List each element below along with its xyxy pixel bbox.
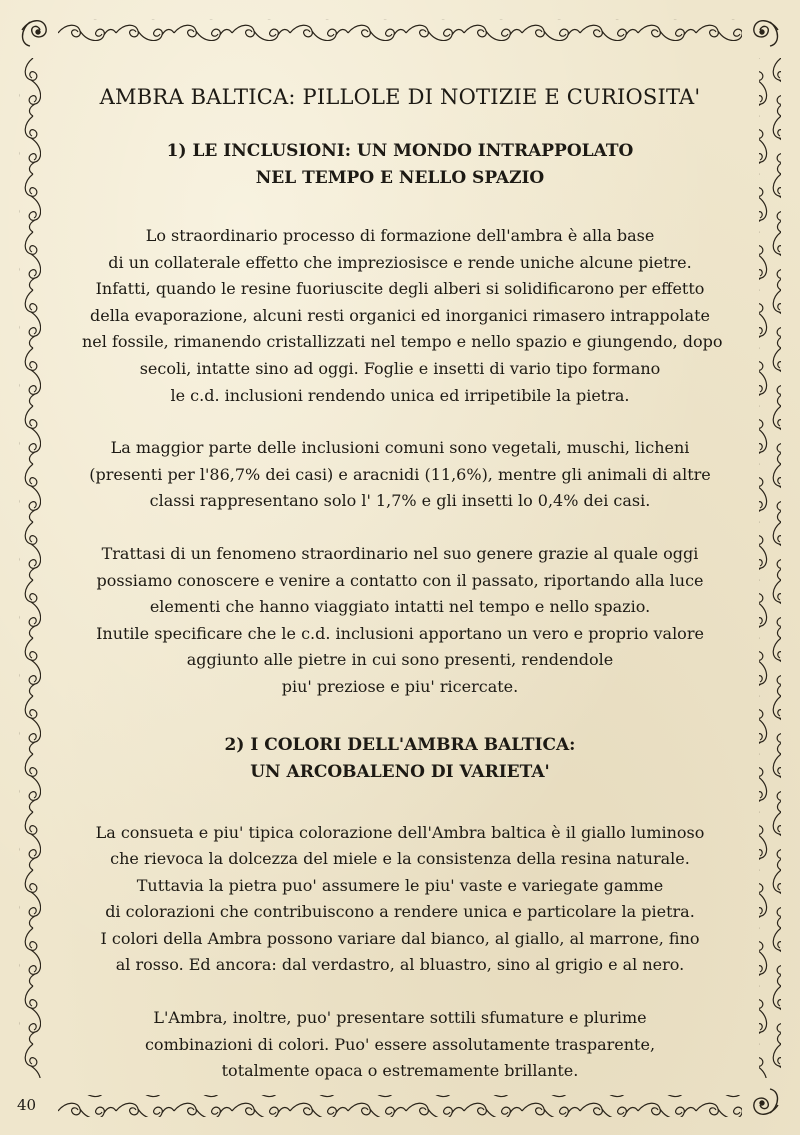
paragraph — [82, 1005, 718, 1085]
text-line: La maggior parte delle inclusioni comuni sono vegetali, muschi, licheni — [110, 438, 690, 458]
text-line: le c.d. inclusioni rendendo unica ed irripetibile la pietra. — [170, 385, 630, 405]
text-line: (presenti per l'86,7% dei casi) e aracnidi (11,6%), mentre gli animali di altre — [89, 464, 711, 484]
text-line: Infatti, quando le resine fuoriuscite degli alberi si solidificarono per effetto — [95, 279, 705, 299]
text-line: I colori della Ambra possono variare dal bianco, al giallo, al marrone, fino — [100, 928, 700, 948]
border-top — [58, 19, 742, 41]
paragraph — [82, 820, 718, 980]
article-content — [82, 82, 723, 1085]
page-number: 40 — [14, 1096, 39, 1114]
text-line: che rievoca la dolcezza del miele e la consistenza della resina naturale. — [110, 849, 690, 869]
text-line: Inutile specificare che le c.d. inclusioni apportano un vero e proprio valore — [96, 623, 704, 643]
paragraph — [82, 541, 718, 701]
heading-line: UN ARCOBALENO DI VARIETA' — [250, 761, 550, 782]
text-line: nel fossile, rimanendo cristallizzati nel tempo e nello spazio e giungendo, dopo — [82, 332, 723, 352]
text-line: Tuttavia la pietra puo' assumere le piu' vaste e variegate gamme — [136, 875, 664, 895]
text-line: elementi che hanno viaggiato intatti nel tempo e nello spazio. — [149, 597, 651, 617]
page-title: AMBRA BALTICA: PILLOLE DI NOTIZIE E CURIOSITA' — [99, 85, 701, 109]
text-line: classi rappresentano solo l' 1,7% e gli insetti lo 0,4% dei casi. — [149, 491, 651, 511]
text-line: possiamo conoscere e venire a contatto con il passato, riportando alla luce — [96, 570, 704, 590]
text-line: di colorazioni che contribuiscono a rendere unica e particolare la pietra. — [105, 902, 695, 922]
section-heading-inclusions — [82, 138, 718, 192]
corner-ornament-bottom-right — [754, 1089, 778, 1114]
text-line: Lo straordinario processo di formazione dell'ambra è alla base — [145, 226, 655, 245]
paragraph — [82, 435, 718, 515]
text-line: di un collaterale effetto che impreziosisce e rende uniche alcune pietre. — [108, 252, 692, 272]
corner-ornament-top-right — [754, 21, 778, 46]
text-line: della evaporazione, alcuni resti organici ed inorganici rimasero intrappolate — [90, 305, 710, 325]
border-bottom — [58, 1095, 742, 1117]
text-line: totalmente opaca o estremamente brillante. — [221, 1061, 579, 1081]
text-line: Trattasi di un fenomeno straordinario nel suo genere grazie al quale oggi — [101, 543, 699, 563]
border-left — [19, 58, 41, 1078]
heading-line: 2) I COLORI DELL'AMBRA BALTICA: — [224, 734, 576, 755]
paragraph — [82, 223, 723, 409]
text-line: L'Ambra, inoltre, puo' presentare sottili sfumature e plurime — [153, 1008, 647, 1028]
section-heading-colors — [82, 732, 718, 786]
text-line: aggiunto alle pietre in cui sono presenti, rendendole — [186, 650, 614, 670]
text-line: piu' preziose e piu' ricercate. — [281, 676, 519, 696]
text-line: combinazioni di colori. Puo' essere assolutamente trasparente, — [144, 1034, 656, 1054]
border-right — [759, 58, 781, 1078]
text-line: al rosso. Ed ancora: dal verdastro, al bluastro, sino al grigio e al nero. — [115, 955, 685, 975]
heading-line: NEL TEMPO E NELLO SPAZIO — [255, 168, 545, 188]
text-line: secoli, intatte sino ad oggi. Foglie e insetti di vario tipo formano — [139, 358, 661, 378]
corner-ornament-top-left — [22, 21, 46, 46]
heading-line: 1) LE INCLUSIONI: UN MONDO INTRAPPOLATO — [166, 141, 634, 161]
text-line: La consueta e piu' tipica colorazione dell'Ambra baltica è il giallo luminoso — [95, 822, 705, 842]
